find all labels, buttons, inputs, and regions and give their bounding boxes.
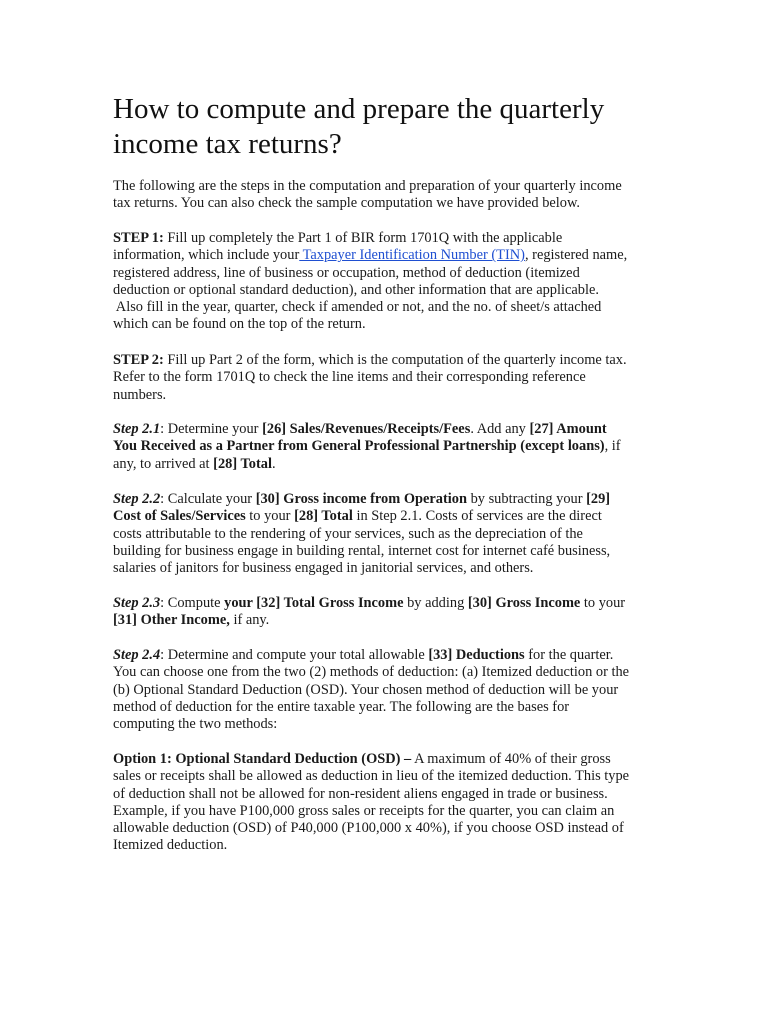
step-2-2-text: by subtracting your [467,491,587,507]
step-1-label: STEP 1: [113,230,164,246]
step-2-4-text: : Determine and compute your total allowable [160,647,429,663]
step-2-3-text: to your [580,595,626,611]
intro-line: tax returns. You can also check the sample computation we have provided below. [113,195,581,212]
option-1-line: Example, if you have P100,000 gross sales or receipts for the quarter, you can claim an [113,802,615,819]
page-title [113,92,673,162]
step-2-2-text: in Step 2.1. Costs of services are the direct [352,508,602,525]
step-2-1-paragraph [113,421,658,473]
step-1-line: registered address, line of business or occupation, method of deduction (itemized [113,264,580,281]
step-2-text: Fill up Part 2 of the form, which is the computation of the quarterly income tax. [163,352,627,368]
tin-link[interactable]: Taxpayer Identification Number (TIN) [299,247,525,264]
option-1-line: of deduction shall not be allowed for non-resident aliens engaged in trade or business. [113,785,608,802]
step-2-1-text: , if [604,438,621,455]
step-2-label: STEP 2: [113,352,164,368]
step-2-line: numbers. [113,386,167,403]
option-1-line: Itemized deduction. [113,837,228,854]
step-2-3-paragraph [113,595,658,630]
step-2-4-label: Step 2.4 [113,647,161,663]
step-2-1-text: . [271,455,276,472]
intro-line: The following are the steps in the computation and preparation of your quarterly income [113,178,622,194]
step-2-3-label: Step 2.3 [113,595,161,611]
option-1-line: sales or receipts shall be allowed as deduction in lieu of the itemized deduction. This type [113,768,630,785]
step-2-2-term: [29] [586,491,611,507]
step-1-line: which can be found on the top of the return. [113,316,366,333]
step-2-1-term: [26] Sales/Revenues/Receipts/Fees [262,421,471,437]
step-2-4-line: You can choose one from the two (2) methods of deduction: (a) Itemized deduction or the [113,664,630,681]
step-2-line: Refer to the form 1701Q to check the line items and their corresponding reference [113,369,586,386]
step-2-4-paragraph [113,647,658,733]
option-1-paragraph [113,751,658,855]
step-1-line: deduction or optional standard deduction), and other information that are applicable. [113,281,599,298]
step-2-2-line: building for business engage in building rental, internet cost for internet café business, [113,542,611,559]
title-line-1: How to compute and prepare the quarterly [113,93,605,125]
step-1-paragraph [113,230,658,334]
step-2-1-term: You Received as a Partner from General Professional Partnership (except loans) [113,438,605,455]
step-1-line: Also fill in the year, quarter, check if amended or not, and the no. of sheet/s attached [113,299,602,316]
step-2-1-text: : Determine your [160,421,263,437]
step-2-3-term: [31] Other Income, [113,612,230,629]
step-2-2-term: [30] Gross income from Operation [255,491,467,507]
step-1-text: Fill up completely the Part 1 of BIR form 1701Q with the applicable [163,230,563,246]
step-1-text: , registered name, [524,247,628,264]
step-2-2-term: [28] Total [294,508,353,525]
step-1-text: information, which include your [113,247,300,264]
step-2-2-label: Step 2.2 [113,491,161,507]
step-2-4-line: (b) Optional Standard Deduction (OSD). Your chosen method of deduction will be your [113,681,619,698]
option-1-line: allowable deduction (OSD) of P40,000 (P100,000 x 40%), if you choose OSD instead of [113,820,624,837]
step-2-4-text: for the quarter. [524,647,614,663]
step-2-3-term: your [32] Total Gross Income [224,595,404,611]
step-2-2-line: costs attributable to the rendering of your services, such as the depreciation of the [113,525,583,542]
step-2-2-paragraph [113,491,658,577]
step-2-1-text: . Add any [470,421,530,437]
step-2-2-term: Cost of Sales/Services [113,508,246,525]
intro-paragraph [113,178,658,213]
step-2-4-line: computing the two methods: [113,716,278,733]
step-2-3-text: if any. [229,612,270,629]
step-2-2-text: to your [245,508,295,525]
step-2-1-text: any, to arrived at [113,455,214,472]
title-line-2: income tax returns? [113,128,342,160]
step-2-4-term: [33] Deductions [428,647,525,663]
option-1-label: Option 1: Optional Standard Deduction (OSD) – [113,751,412,767]
step-2-1-term: [28] Total [213,455,272,472]
step-2-1-term: [27] Amount [529,421,607,437]
step-2-paragraph [113,352,658,404]
step-2-4-line: method of deduction for the entire taxable year. The following are the bases for [113,698,570,715]
step-2-3-term: [30] Gross Income [467,595,581,611]
step-2-3-text: : Compute [160,595,225,611]
step-2-2-text: : Calculate your [160,491,256,507]
step-2-2-line: salaries of janitors for business engaged in janitorial services, and others. [113,560,534,577]
option-1-text: A maximum of 40% of their gross [411,751,611,767]
step-2-3-text: by adding [403,595,468,611]
step-2-1-label: Step 2.1 [113,421,161,437]
